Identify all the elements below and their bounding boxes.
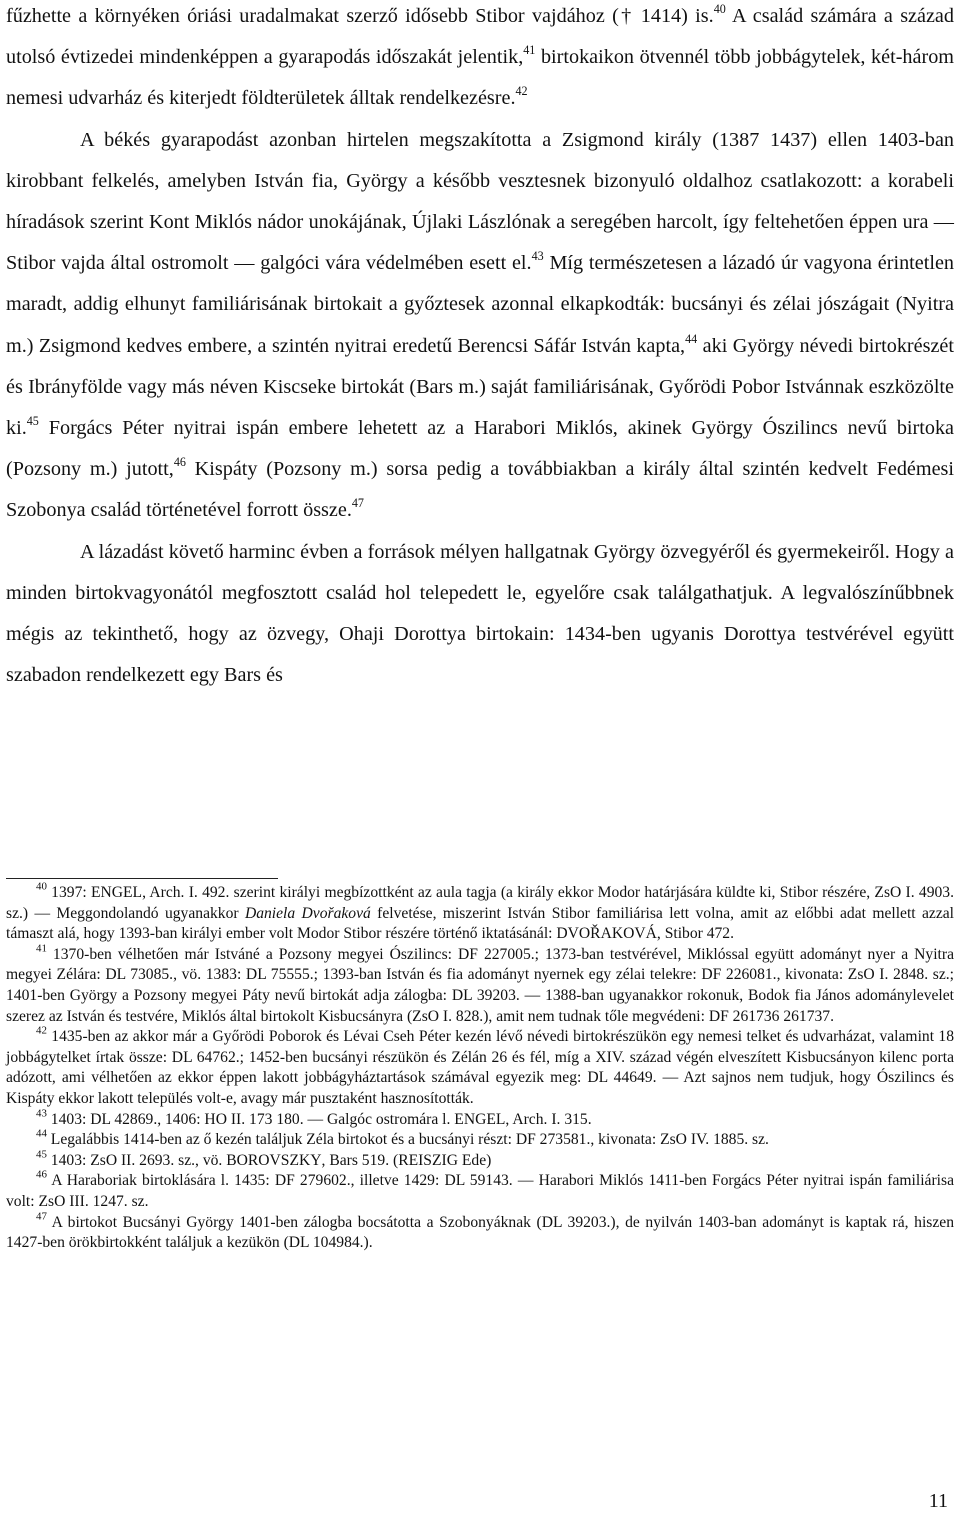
footnote-ref[interactable]: 47	[351, 496, 364, 511]
footnote-ref[interactable]: 44	[685, 331, 698, 346]
footnote-45: $^{45}$ 1403: ZsO II. 2693. sz., vö. BOROVSZKY, Bars 519. (REISZIG Ede)	[36, 1148, 492, 1169]
page-number: 11	[928, 1490, 948, 1512]
main-text	[6, 0, 954, 696]
footnote-ref[interactable]: 45	[26, 413, 39, 428]
footnote-42: $^{42}$ 1435-ben az akkor már a Győrödi Poborok és Lévai Cseh Péter kezén lévő névedi birtokrészükön egy nemesi telket és udvarházat, valamint 18 jobbágytelket írtak össze: DL 64762.; 1452-ben bucsányi részükön és Zélán 26 és fél, míg a XIV. század végén elveszített Kisbucsányon kilenc porta adózott, ami vélhetően az ekkor éppen lakott jobbágyháztartások számával egyezik meg: DL 44649. ― Azt sajnos nem tudjuk, hogy Ószilincs és Kispáty ekkor lakott település volt-e, avagy már pusztaként hasznosították.	[6, 1024, 954, 1107]
footnote-46: $^{46}$ A Haraboriak birtoklására l. 1435: DF 279602., illetve 1429: DL 59143. ― Harabori Miklós 1411-ben Forgács Péter nyitrai ispán familiárisa volt: ZsO III. 1247. sz.	[6, 1168, 954, 1210]
paragraph: A lázadást követő harminc évben a források mélyen hallgatnak György özvegyéről és gyermekeiről. Hogy a minden birtokvagyonától megfosztott család hol telepedett le, egyelőre csak találgathatjuk. A legvalószínűbbnek mégis az tekinthető, hogy az özvegy, Ohaji Dorottya birtokain: 1434-ben ugyanis Dorottya testvérével együtt szabadon rendelkezett egy Bars és	[6, 540, 954, 687]
footnote-40: $^{40}$ 1397: ENGEL, Arch. I. 492. szerint királyi megbízottként az aula tagja (a király ekkor Modor határjására küldte ki, Stibor részére, ZsO I. 4903. sz.) ― Meggondolandó ugyanakkor Daniela Dvořaková felvetése, miszerint István Stibor familiárisa lett volna, amit az előbbi adat mellett azzal támaszt alá, hogy 1393-ban királyi ember volt Modor Stibor részére történő iktatásánál: DVOŘAKOVÁ, Stibor 472.	[6, 880, 954, 943]
footnote-ref[interactable]: 40	[713, 1, 726, 16]
footnote-44: $^{44}$ Legalábbis 1414-ben az ő kezén találjuk Zéla birtokot és a bucsányi részt: DF 273581., kivonata: ZsO IV. 1885. sz.	[36, 1127, 769, 1149]
footnotes	[6, 880, 954, 1254]
paragraph: fűzhette a környéken óriási uradalmakat szerző idősebb Stibor vajdához († 1414) is.$^{40}$ A család számára a század utolsó évtizedei mindenképpen a gyarapodás időszakát jelentik,$^{41}$ birtokaikon ötvennél több jobbágytelek, két-három nemesi udvarház és kiterjedt földterületek álltak rendelkezésre.$^{42}$	[6, 1, 954, 110]
footnote-ref[interactable]: 42	[515, 84, 528, 99]
paragraph: A békés gyarapodást azonban hirtelen megszakította a Zsigmond király (1387 1437) ellen 1403-ban kirobbant felkelés, amelyben István fia, György a később vesztesnek bizonyuló oldalhoz csatlakozott: a korabeli híradások szerint Kont Miklós nádor unokájának, Újlaki Lászlónak a seregében harcolt, így feltehetően éppen ura ― Stibor vajda által ostromolt ― galgóci vára védelmében esett el.$^{43}$ Míg természetesen a lázadó úr vagyona érintetlen maradt, addig elhunyt familiárisának birtokait a győztesek azonnal elkapkodták: bucsányi és zélai jószágait (Nyitra m.) Zsigmond kedves embere, a szintén nyitrai eredetű Berencsi Sáfár István kapta,$^{44}$ aki György névedi birtokrészét és Ibrányfölde vagy más néven Kiscseke birtokát (Bars m.) saját familiárisának, Győrödi Pobor Istvánnak eszközölte ki.$^{45}$ Forgács Péter nyitrai ispán embere lehetett az a Harabori Miklós, akinek György Ószilincs nevű birtoka (Pozsony m.) jutott,$^{46}$ Kispáty (Pozsony m.) sorsa pedig a továbbiakban a király által szintén kedvelt Fedémesi Szobonya család történetével forrott össze.$^{47}$	[6, 128, 955, 522]
footnote-ref[interactable]: 46	[173, 455, 186, 470]
footnote-separator	[6, 878, 278, 879]
footnote-47: $^{47}$ A birtokot Bucsányi György 1401-ben zálogba bocsátotta a Szobonyáknak (DL 39203.), de nyilván 1403-ban adományt is kaptak rá, hiszen 1427-ben örökbirtokként találjuk a kezükön (DL 104984.).	[6, 1209, 954, 1252]
footnote-43: $^{43}$ 1403: DL 42869., 1406: HO II. 173 180. ― Galgóc ostromára l. ENGEL, Arch. I. 315.	[36, 1106, 592, 1128]
footnote-41: $^{41}$ 1370-ben vélhetően már Istváné a Pozsony megyei Ószilincs: DF 227005.; 1373-ban testvérével, Miklóssal együtt adományt nyer a Nyitra megyei Zélára: DL 73085., vö. 1383: DL 75555.; 1393-ban István és fia adományt nyernek egy zélai telekre: DF 226081., kivonata: ZsO I. 2848. sz.; 1401-ben György a Pozsony megyei Páty nevű birtokát adja zálogba: DL 39203. ― 1388-ban ugyanakkor rokonuk, Bodok fia János adománylevelet szerez az István és testvére, Miklós által birtokolt Kisbucsányra (ZsO I. 828.), amit nem tudnak tőle megvédeni: DF 261736 261737.	[6, 942, 954, 1025]
footnote-ref[interactable]: 43	[531, 249, 544, 264]
footnote-ref[interactable]: 41	[523, 43, 536, 58]
